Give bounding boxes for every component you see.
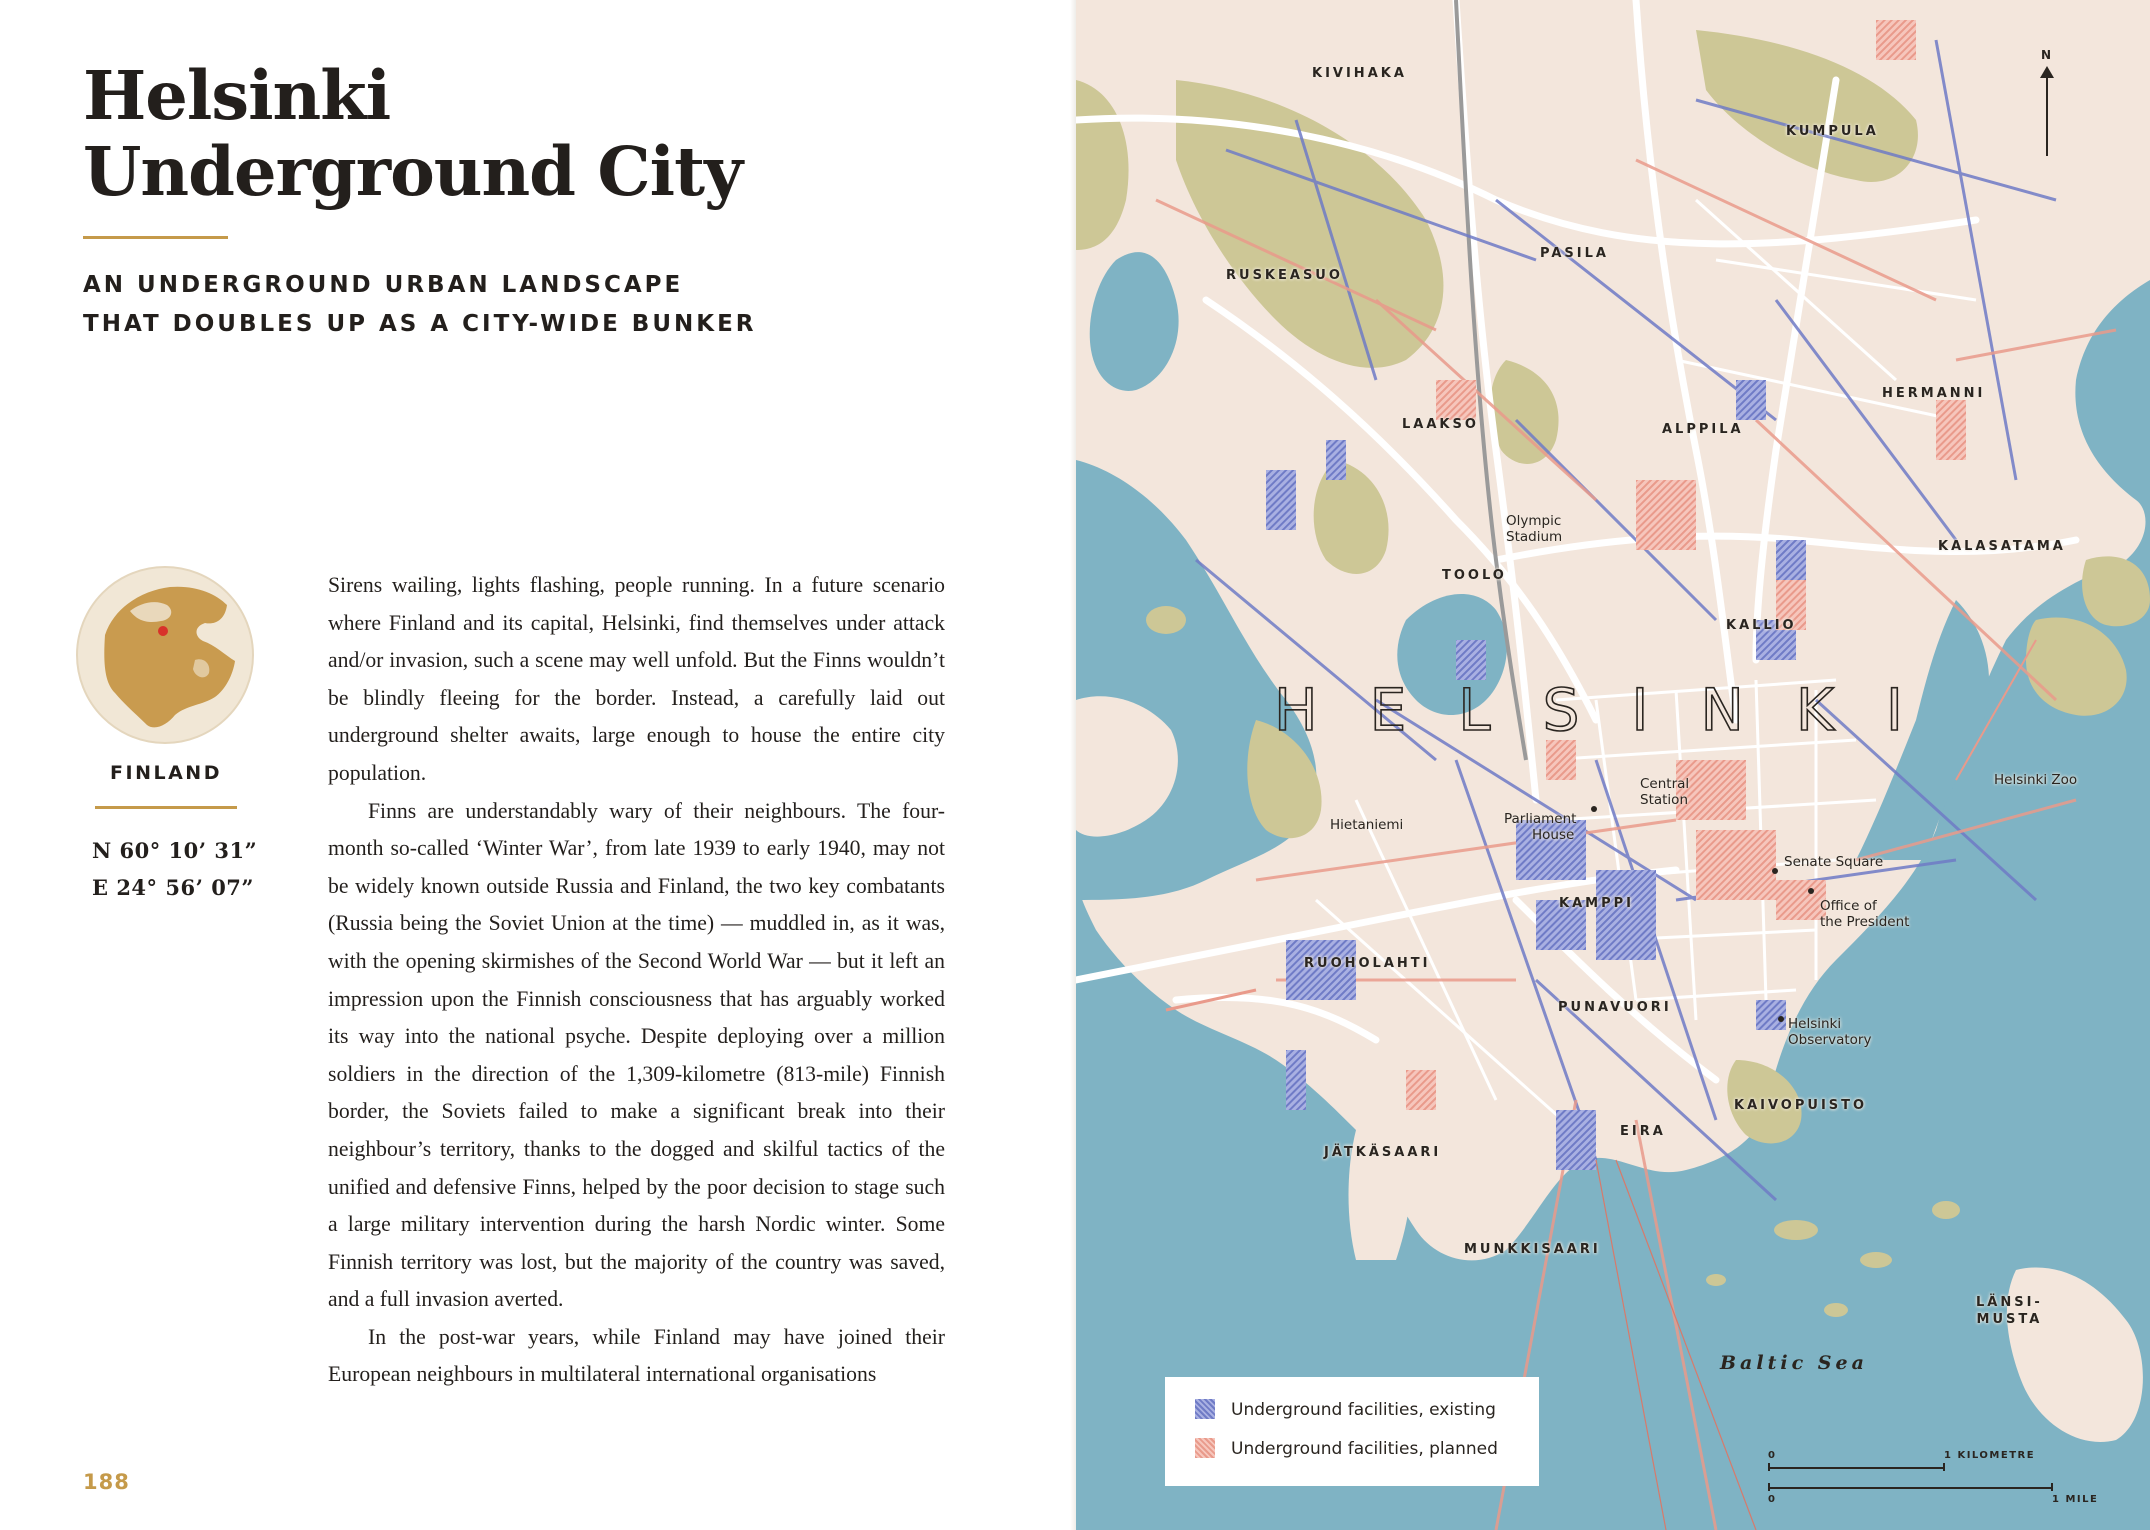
place-senate-label: Senate Square [1784,854,1884,870]
islet [1932,1201,1960,1219]
district-toolo: TOOLO [1442,568,1507,583]
paragraph-2: Finns are understandably wary of their neighbours. The four-month so-called ‘Winter War’, from late 1939 to early 1940, may not be widely known outside Russia and Finland, the two key combatants (Russia being the Soviet Union at the time) — muddled in, as it was, with the opening skirmishes of the Second World War — but it left an impression upon the Finnish consciousness that has arguably worked its way into the national psyche. Despite deploying over a million soldiers in the direction of the 1,309-kilometre (813-mile) Finnish border, the Soviets failed to make a significant break into their neighbour’s territory, thanks to the dogged and skilful tactics of the unified and defensive Finns, helped by the poor decision to stage such a large military intervention during the harsh Nordic winter. Some Finnish territory was lost, but the majority of the country was saved, and a full invasion averted. [328,798,945,1312]
district-kalasatama: KALASATAMA [1938,539,2066,554]
legend-planned [1195,1438,1498,1459]
district-alppila: ALPPILA [1662,422,1744,437]
subtitle-line-2: THAT DOUBLES UP AS A CITY-WIDE BUNKER [83,311,757,337]
district-ruoholahti: RUOHOLAHTI [1304,956,1431,971]
senate-marker-icon [1772,868,1778,874]
title-line-2: Underground City [83,132,743,211]
body-text [328,567,945,1394]
globe-icon [75,565,255,745]
scale-mile-label: 1 MILE [2052,1494,2099,1505]
place-olympic-line-2: Stadium [1506,529,1563,545]
place-helsinki-zoo [1994,772,2077,788]
country-label: FINLAND [110,762,222,784]
place-hietaniemi: Hietaniemi [1330,817,1404,833]
north-label: N [2041,48,2052,62]
observatory-marker-icon [1778,1016,1784,1022]
place-senate-square [1784,854,1883,870]
district-ruskeasuo: RUSKEASUO [1226,268,1343,283]
scale-km-line [1768,1467,1944,1469]
islet [1824,1303,1848,1317]
place-office-line-1: Office of [1820,898,1877,914]
place-helsinki-observatory [1788,1016,1871,1048]
place-parliament-line-2: House [1532,827,1575,843]
legend-existing-label: Underground facilities, existing [1231,1400,1496,1420]
scale-km-label: 1 KILOMETRE [1944,1450,2036,1461]
title-divider [83,236,228,239]
district-hermanni: HERMANNI [1882,386,1986,401]
islet [1706,1274,1726,1286]
place-central-line-1: Central [1640,776,1690,792]
subtitle-line-1: AN UNDERGROUND URBAN LANDSCAPE [83,272,684,298]
district-kivihaka: KIVIHAKA [1312,66,1407,81]
legend-existing [1195,1399,1496,1420]
place-office-of-the-president [1820,898,1909,930]
page-number: 188 [83,1470,130,1494]
place-olympic-stadium [1506,513,1562,545]
paragraph-3: In the post-war years, while Finland may have joined their European neighbours in multilateral international organisations [328,1324,945,1387]
district-munkkisaari: MUNKKISAARI [1464,1242,1601,1257]
place-olympic-line-1: Olympic [1506,513,1562,529]
place-central-station [1640,776,1689,808]
scale-mile-tick [1768,1483,1770,1491]
place-central-line-2: Station [1640,792,1688,808]
scale-km-tick [1768,1463,1770,1471]
scale-mile-tick [2051,1483,2053,1491]
district-kamppi: KAMPPI [1559,896,1634,911]
place-parliament-line-1: Parliament [1504,811,1577,827]
president-marker-icon [1808,888,1814,894]
paragraph-1: Sirens wailing, lights flashing, people running. In a future scenario where Finland and its capital, Helsinki, find themselves under attack and/or invasion, such a scene may well unfold. But the Finns wouldn’t be blindly fleeing for the border. Instead, a carefully laid out underground shelter awaits, large enough to house the entire city population. [328,573,945,785]
helsinki-map [1076,0,2150,1530]
place-observatory-line-1: Helsinki [1788,1016,1842,1032]
map-legend [1165,1377,1539,1486]
district-jatkasaari: JÄTKÄSAARI [1324,1145,1442,1160]
district-lansi-musta-line-2: MUSTA [1976,1312,2043,1327]
coordinates [92,832,257,906]
islet [1860,1252,1892,1268]
district-laakso: LAAKSO [1402,417,1479,432]
place-office-line-2: the President [1820,914,1910,930]
legend-planned-swatch [1195,1438,1215,1458]
district-kumpula: KUMPULA [1786,124,1879,139]
title-line-1: Helsinki [83,56,391,135]
place-zoo-label: Helsinki Zoo [1994,772,2078,788]
district-lansi-musta-line-1: LÄNSI- [1976,1295,2043,1310]
legend-planned-label: Underground facilities, planned [1231,1439,1498,1459]
north-arrow-icon [2038,48,2064,158]
place-parliament-house [1504,811,1576,843]
district-kaivopuisto: KAIVOPUISTO [1734,1098,1868,1113]
islet [1774,1220,1818,1240]
district-pasila: PASILA [1540,246,1609,261]
city-name-label: HELSINKI [1274,676,1956,744]
helsinki-marker-icon [158,626,168,636]
scale-km-zero: 0 [1768,1450,1777,1461]
longitude: E 24° 56’ 07” [92,875,255,900]
legend-existing-swatch [1195,1399,1215,1419]
scale-mile-zero: 0 [1768,1494,1777,1505]
sea-label: Baltic Sea [1720,1352,1868,1374]
district-punavuori: PUNAVUORI [1558,1000,1672,1015]
scale-mile-line [1768,1487,2052,1489]
country-divider [95,806,237,809]
page-title [83,58,742,210]
subtitle [83,266,757,344]
parliament-marker-icon [1591,806,1597,812]
district-eira: EIRA [1620,1124,1666,1139]
scale-bar [1768,1450,2108,1510]
scale-km-tick [1943,1463,1945,1471]
district-kallio: KALLIO [1726,618,1797,633]
district-lansi-musta [1976,1294,2043,1328]
islet [1146,606,1186,634]
latitude: N 60° 10’ 31” [92,838,258,863]
place-observatory-line-2: Observatory [1788,1032,1872,1048]
